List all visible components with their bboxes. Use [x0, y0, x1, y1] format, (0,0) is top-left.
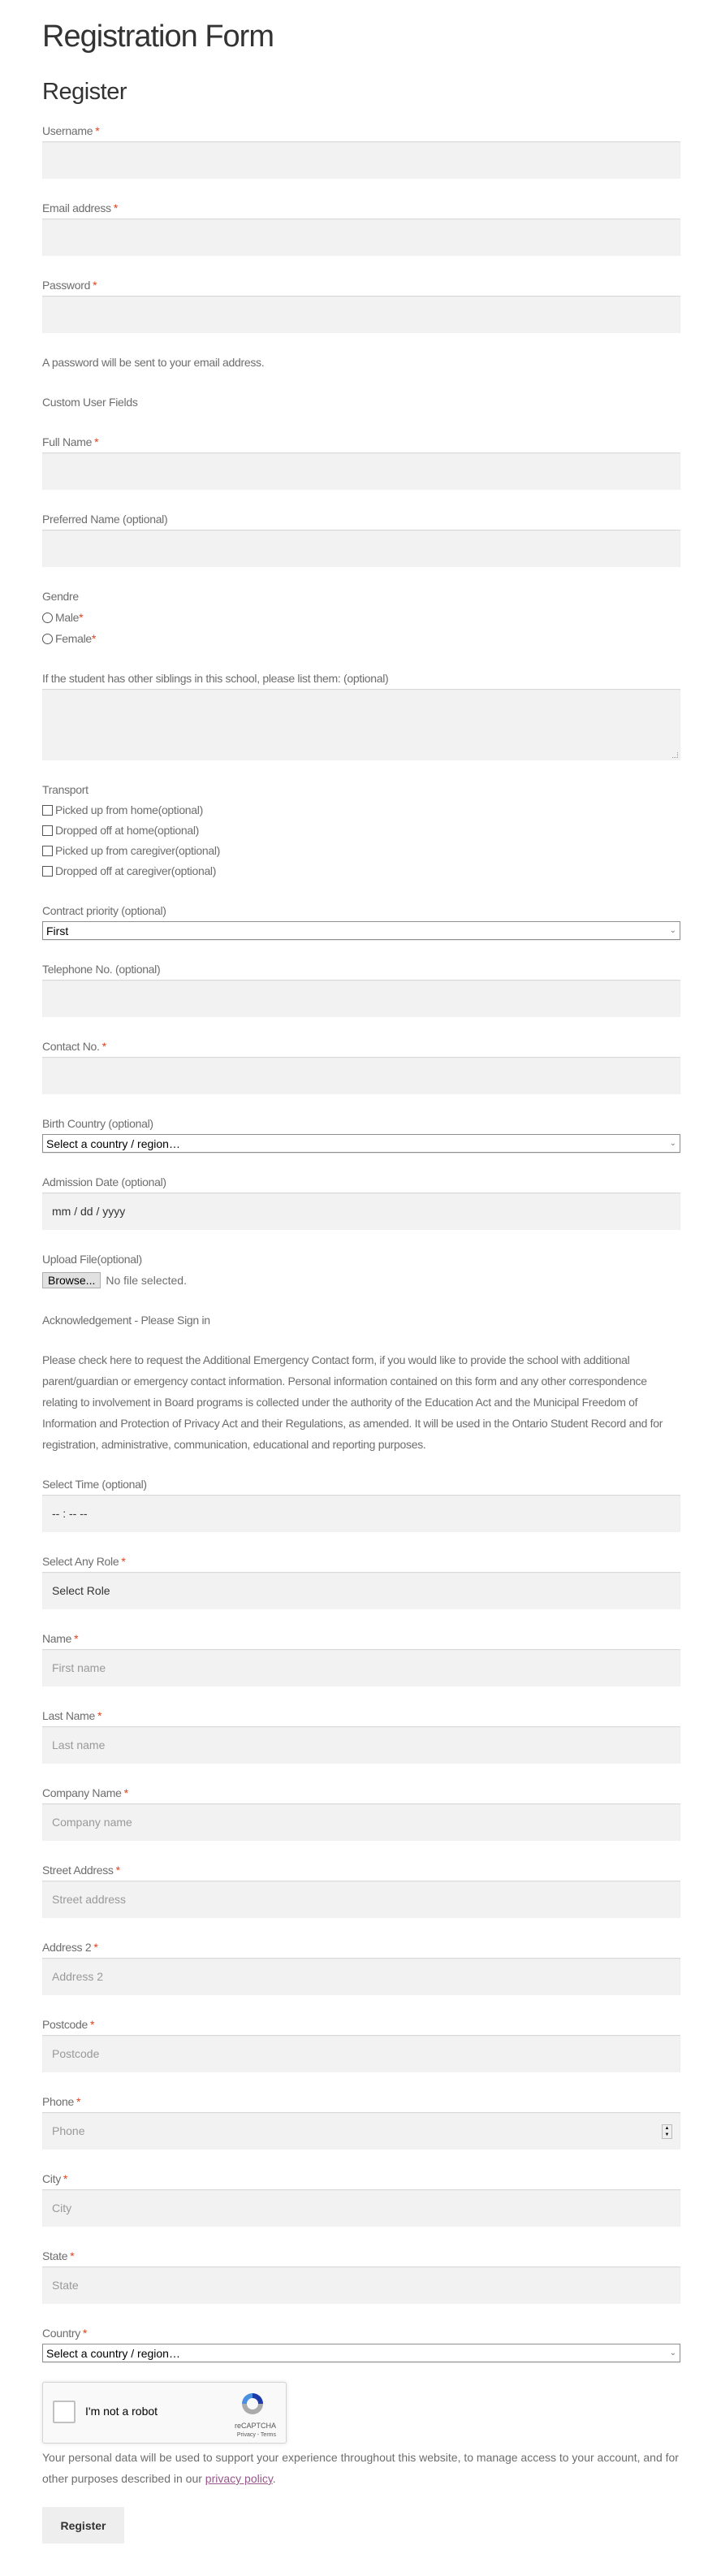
recaptcha-logo-icon [240, 2391, 266, 2417]
company-name-label [42, 1782, 680, 1803]
registration-form [42, 120, 680, 2362]
required-mark: * [123, 1786, 128, 1799]
preferred-name-label [42, 509, 680, 530]
company-name-label-text: Company Name [42, 1786, 122, 1799]
privacy-text: Your personal data will be used to support your experience throughout this website, to manage access to your account, and for other purposes described in our [42, 2451, 679, 2485]
contract-priority-label-text: Contract priority (optional) [42, 904, 166, 917]
contact-no-field [42, 1036, 680, 1094]
username-label [42, 120, 680, 141]
city-label-text: City [42, 2172, 61, 2185]
recaptcha-widget [42, 2382, 287, 2444]
postcode-label [42, 2014, 680, 2035]
phone-placeholder: Phone [52, 2124, 85, 2137]
privacy-notice [42, 2447, 680, 2489]
required-mark: * [94, 435, 99, 448]
city-label [42, 2168, 680, 2189]
radio-button[interactable] [42, 613, 53, 623]
radio-button[interactable] [42, 634, 53, 644]
chevron-down-icon: ⌄ [669, 2349, 676, 2357]
company-name-placeholder: Company name [52, 1816, 132, 1829]
role-label [42, 1551, 680, 1572]
required-mark: * [82, 2327, 88, 2340]
birth-country-label [42, 1113, 680, 1134]
postcode-input[interactable] [42, 2035, 680, 2072]
recaptcha-brand: reCAPTCHA [234, 2422, 276, 2430]
transport-option-label: Picked up from home(optional) [55, 803, 203, 816]
full-name-input[interactable] [42, 452, 680, 490]
country-selected-value: Select a country / region… [46, 2346, 180, 2360]
file-status: No file selected. [106, 1274, 187, 1287]
full-name-label-text: Full Name [42, 435, 93, 448]
city-input[interactable] [42, 2189, 680, 2227]
state-field [42, 2245, 680, 2304]
required-mark: * [74, 1632, 79, 1645]
last-name-placeholder: Last name [52, 1738, 106, 1751]
username-label-text: Username [42, 124, 93, 137]
email-label-text: Email address [42, 201, 111, 214]
email-field [42, 197, 680, 256]
transport-option[interactable] [42, 820, 680, 841]
last-name-field [42, 1705, 680, 1764]
role-label-text: Select Any Role [42, 1555, 119, 1568]
upload-file-label-text: Upload File(optional) [42, 1253, 142, 1266]
transport-field [42, 779, 680, 881]
country-label [42, 2323, 680, 2344]
country-label-text: Country [42, 2327, 80, 2340]
siblings-label [42, 668, 680, 689]
role-input[interactable] [42, 1572, 680, 1609]
street-address-input[interactable] [42, 1881, 680, 1918]
recaptcha-terms-link[interactable]: Privacy - Terms [236, 2432, 276, 2438]
custom-fields-heading: Custom User Fields [42, 396, 138, 409]
username-input[interactable] [42, 141, 680, 179]
last-name-label [42, 1705, 680, 1726]
address-2-label-text: Address 2 [42, 1941, 92, 1954]
address-2-field [42, 1937, 680, 1995]
password-note: A password will be sent to your email address. [42, 356, 265, 369]
role-value: Select Role [52, 1584, 110, 1597]
contact-no-input[interactable] [42, 1057, 680, 1094]
contract-priority-select[interactable] [42, 921, 680, 940]
role-field [42, 1551, 680, 1609]
gender-label [42, 586, 680, 607]
acknowledgement-heading: Acknowledgement - Please Sign in [42, 1314, 210, 1327]
state-label [42, 2245, 680, 2266]
select-time-label-text: Select Time (optional) [42, 1478, 147, 1491]
telephone-label-text: Telephone No. (optional) [42, 963, 161, 976]
password-field [42, 275, 680, 333]
gender-option-label: Female [55, 632, 92, 645]
select-time-input[interactable] [42, 1495, 680, 1532]
checkbox[interactable] [42, 846, 53, 856]
contract-priority-selected-value: First [46, 924, 69, 937]
chevron-down-icon: ⌄ [669, 1139, 676, 1148]
birth-country-label-text: Birth Country (optional) [42, 1117, 153, 1130]
upload-file-field [42, 1249, 680, 1291]
address-2-label [42, 1937, 680, 1958]
required-mark: * [97, 1709, 102, 1722]
contact-no-label-text: Contact No. [42, 1040, 100, 1053]
preferred-name-input[interactable] [42, 530, 680, 567]
required-mark: * [115, 1864, 120, 1877]
full-name-field [42, 431, 680, 490]
country-field [42, 2323, 680, 2362]
required-mark: * [101, 1040, 106, 1053]
select-time-field [42, 1474, 680, 1532]
street-address-label [42, 1859, 680, 1881]
preferred-name-label-text: Preferred Name (optional) [42, 513, 168, 526]
password-label [42, 275, 680, 296]
email-input[interactable] [42, 219, 680, 256]
password-input[interactable] [42, 296, 680, 333]
privacy-policy-link[interactable]: privacy policy [205, 2472, 273, 2485]
company-name-input[interactable] [42, 1803, 680, 1841]
first-name-label [42, 1628, 680, 1649]
required-mark: * [113, 201, 118, 214]
username-field [42, 120, 680, 179]
phone-input[interactable] [42, 2112, 680, 2150]
admission-date-label-text: Admission Date (optional) [42, 1175, 166, 1188]
registration-page [42, 16, 680, 2544]
contract-priority-field [42, 900, 680, 940]
number-stepper[interactable]: ▲ ▼ [662, 2124, 672, 2139]
admission-date-field [42, 1171, 680, 1230]
contact-no-label [42, 1036, 680, 1057]
address-2-placeholder: Address 2 [52, 1970, 104, 1983]
recaptcha-checkbox[interactable] [53, 2401, 76, 2423]
transport-option-label: Dropped off at caregiver(optional) [55, 864, 217, 877]
gender-option-label: Male [55, 611, 80, 624]
required-mark: * [76, 2095, 81, 2108]
browse-button[interactable]: Browse... [42, 1272, 101, 1288]
password-label-text: Password [42, 279, 91, 292]
first-name-placeholder: First name [52, 1661, 106, 1674]
birth-country-selected-value: Select a country / region… [46, 1136, 180, 1150]
required-mark: * [79, 611, 84, 624]
state-label-text: State [42, 2249, 68, 2262]
required-mark: * [95, 124, 100, 137]
postcode-placeholder: Postcode [52, 2047, 100, 2060]
acknowledgement-text: Please check here to request the Additional Emergency Contact form, if you would like to provide the school with additional parent/guardian or emergency contact information. Personal information contained on this form and any other correspondence relating to involvement in Board programs is collected under the authority of the Education Act and the Municipal Freedom of Information and Protection of Privacy Act and their Regulations, as amended. It will be used in the Ontario Student Record and for registration, administrative, communication, educational and reporting purposes. [42, 1353, 663, 1451]
state-input[interactable] [42, 2266, 680, 2304]
required-mark: * [91, 632, 97, 645]
select-time-value: -- : -- -- [52, 1507, 88, 1520]
postcode-field [42, 2014, 680, 2072]
siblings-label-text: If the student has other siblings in this school, please list them: (optional) [42, 672, 389, 685]
full-name-label [42, 431, 680, 452]
file-upload [42, 1270, 680, 1291]
transport-option[interactable] [42, 800, 680, 820]
first-name-label-text: Name [42, 1632, 72, 1645]
first-name-field [42, 1628, 680, 1686]
phone-field [42, 2091, 680, 2150]
transport-option-label: Picked up from caregiver(optional) [55, 844, 221, 857]
siblings-field [42, 668, 680, 760]
page-title: Registration Form [42, 19, 274, 54]
city-field [42, 2168, 680, 2227]
checkbox[interactable] [42, 805, 53, 816]
birth-country-select[interactable] [42, 1134, 680, 1153]
last-name-label-text: Last Name [42, 1709, 95, 1722]
chevron-down-icon: ⌄ [669, 926, 676, 935]
telephone-input[interactable] [42, 980, 680, 1017]
city-placeholder: City [52, 2202, 72, 2214]
contract-priority-label [42, 900, 680, 921]
register-button[interactable]: Register [42, 2507, 124, 2544]
required-mark: * [70, 2249, 75, 2262]
postcode-label-text: Postcode [42, 2018, 88, 2031]
required-mark: * [89, 2018, 95, 2031]
street-address-placeholder: Street address [52, 1893, 127, 1906]
recaptcha-label: I'm not a robot [85, 2405, 158, 2418]
telephone-field [42, 959, 680, 1017]
address-2-input[interactable] [42, 1958, 680, 1995]
gender-option[interactable] [42, 628, 680, 649]
telephone-label [42, 959, 680, 980]
transport-option[interactable] [42, 861, 680, 881]
admission-date-label [42, 1171, 680, 1193]
company-name-field [42, 1782, 680, 1841]
phone-label-text: Phone [42, 2095, 74, 2108]
privacy-end: . [272, 2472, 276, 2485]
required-mark: * [121, 1555, 126, 1568]
transport-option[interactable] [42, 841, 680, 861]
checkbox[interactable] [42, 866, 53, 877]
gender-field [42, 586, 680, 649]
first-name-input[interactable] [42, 1649, 680, 1686]
siblings-textarea[interactable] [42, 689, 680, 760]
required-mark: * [63, 2172, 68, 2185]
preferred-name-field [42, 509, 680, 567]
required-mark: * [93, 279, 97, 292]
phone-label [42, 2091, 680, 2112]
resize-handle-icon[interactable] [672, 752, 678, 758]
birth-country-field [42, 1113, 680, 1153]
street-address-field [42, 1859, 680, 1918]
checkbox[interactable] [42, 825, 53, 836]
transport-label [42, 779, 680, 800]
street-address-label-text: Street Address [42, 1864, 114, 1877]
required-mark: * [93, 1941, 98, 1954]
gender-label-text: Gendre [42, 590, 79, 603]
transport-label-text: Transport [42, 783, 89, 796]
admission-date-value: mm / dd / yyyy [52, 1205, 126, 1218]
last-name-input[interactable] [42, 1726, 680, 1764]
gender-option[interactable] [42, 607, 680, 628]
select-time-label [42, 1474, 680, 1495]
admission-date-input[interactable] [42, 1193, 680, 1230]
country-select[interactable] [42, 2344, 680, 2362]
form-title: Register [42, 79, 127, 105]
transport-option-label: Dropped off at home(optional) [55, 824, 200, 837]
email-label [42, 197, 680, 219]
state-placeholder: State [52, 2279, 79, 2292]
upload-file-label [42, 1249, 680, 1270]
